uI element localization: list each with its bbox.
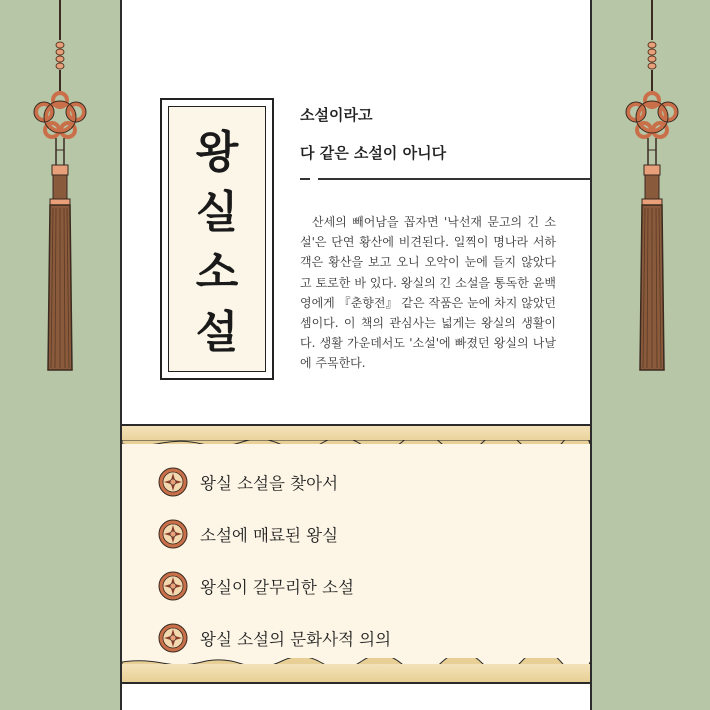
toc-item[interactable] [158,612,391,664]
toc-item-label: 왕실이 갈무리한 소설 [200,578,354,597]
toc-item[interactable] [158,560,391,612]
toc-item-label: 왕실 소설을 찾아서 [200,474,339,493]
medallion-icon [158,519,188,549]
toc-item[interactable] [158,508,391,560]
title-char: 실 [195,187,239,238]
divider-dash [300,178,310,180]
description-text: 산세의 빼어남을 꼽자면 '낙선재 문고의 긴 소설'은 단연 황산에 비견된다. 일찍이 명나라 서하객은 황산을 보고 오니 오악이 눈에 들지 않았다고 토로한 바 있다. 왕실의 긴 소설을 통독한 윤백영에게 『춘향전』 같은 작품은 눈에 차지 않았던 셈이다. 이 책의 관심사는 넓게는 왕실의 생활이다. 생활 가운데서도 '소설'에 빠졌던 왕실의 나날에 주목한다. [300,215,556,371]
medallion-icon [158,571,188,601]
subtitle-line-2: 다 같은 소설이 아니다 [300,144,447,162]
medallion-icon [158,623,188,653]
title-frame-inner [168,106,266,372]
subtitle-line-1: 소설이라고 [300,106,373,124]
title-char: 왕 [195,127,239,178]
title-char: 설 [195,307,239,358]
toc-list [158,456,391,664]
title-frame [160,98,274,380]
divider-line [318,178,590,180]
left-tassel-icon [20,0,100,380]
right-tassel-icon [612,0,692,380]
toc-item-label: 소설에 매료된 왕실 [200,526,339,545]
toc-item[interactable] [158,456,391,508]
title-char: 소 [195,247,239,298]
toc-item-label: 왕실 소설의 문화사적 의의 [200,630,392,649]
scroll-bottom-roller [122,664,590,684]
medallion-icon [158,467,188,497]
